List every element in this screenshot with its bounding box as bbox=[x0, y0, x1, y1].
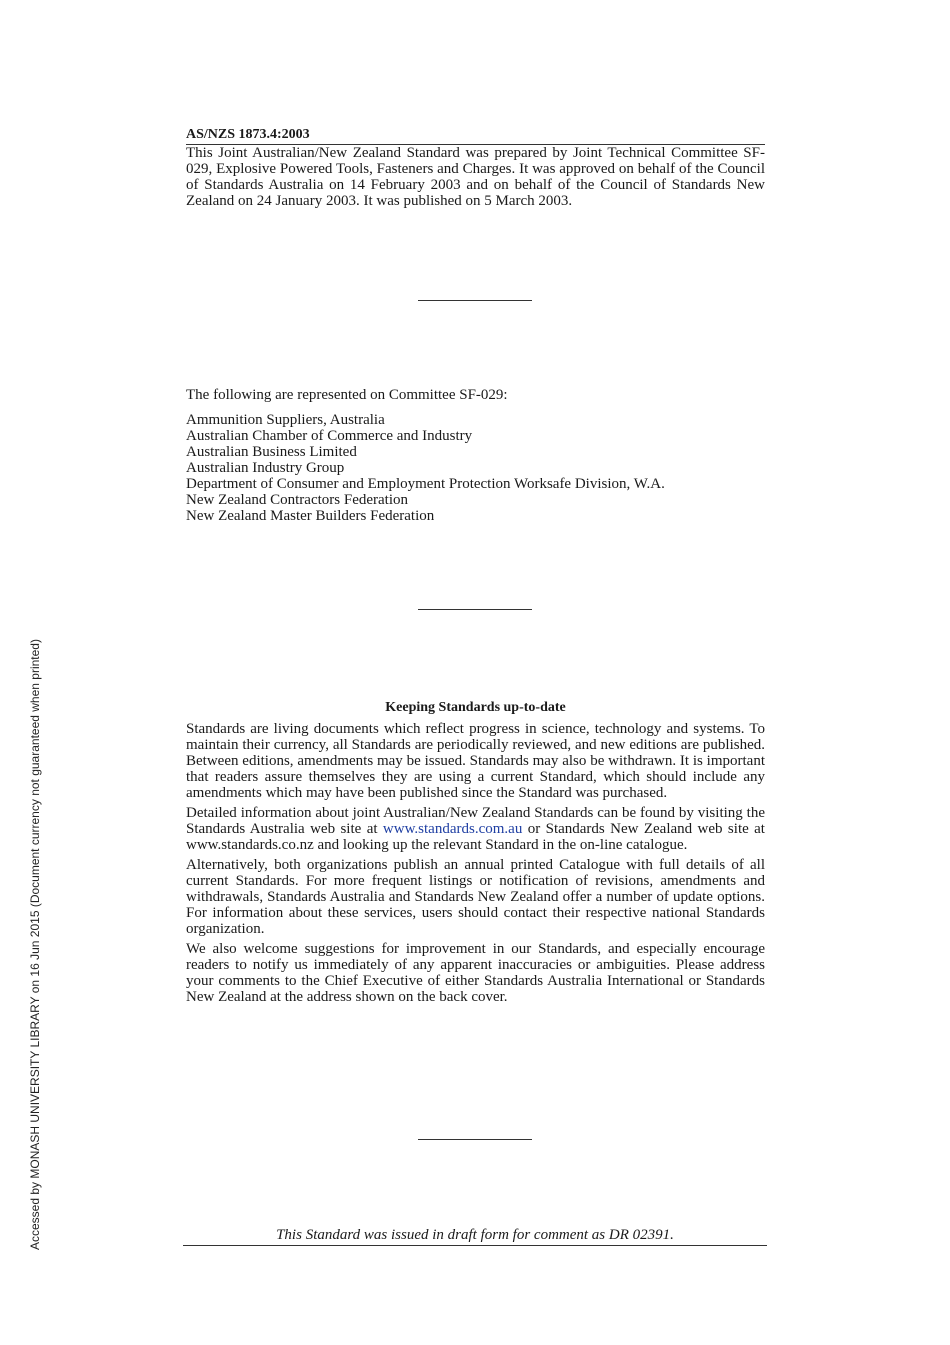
paragraph: We also welcome suggestions for improvement in our Standards, and especially encourage readers to notify us immediately of any apparent inaccuracies or ambiguities. Please address your comments to the Chief Executive of either Standards Australia International or Standards New Zealand at the address shown on the back cover. bbox=[186, 941, 765, 1005]
committee-heading: The following are represented on Committee SF-029: bbox=[186, 387, 508, 403]
paragraph: Alternatively, both organizations publish an annual printed Catalogue with full details of all current Standards. For more frequent listings or notification of revisions, amendments and withdrawals, Standards Australia and Standards New Zealand offer a number of update options. For information about these services, users should contact their respective national Standards organization. bbox=[186, 857, 765, 937]
paragraph bbox=[186, 805, 765, 853]
draft-notice: This Standard was issued in draft form for comment as DR 02391. bbox=[183, 1227, 767, 1246]
committee-member: Ammunition Suppliers, Australia bbox=[186, 412, 385, 428]
preparation-text: This Joint Australian/New Zealand Standard was prepared by Joint Technical Committee SF-029, Explosive Powered Tools, Fasteners and Charges. It was approved on behalf of the Council of Standards Australia on 14 February 2003 and on behalf of the Council of Standards New Zealand on 24 January 2003. It was published on 5 March 2003. bbox=[186, 145, 765, 209]
committee-member: New Zealand Master Builders Federation bbox=[186, 508, 435, 524]
keeping-standards-heading: Keeping Standards up-to-date bbox=[385, 700, 566, 715]
keeping-standards-body bbox=[186, 721, 765, 1009]
standards-website-link[interactable]: www.standards.com.au bbox=[382, 821, 523, 837]
section-divider bbox=[418, 1139, 532, 1140]
paragraph-text: or Standards New Zealand web site at www.standards.co.nz and looking up the relevant Standard in the on-line catalogue. bbox=[186, 821, 765, 853]
committee-member-list bbox=[186, 412, 765, 524]
committee-member: Department of Consumer and Employment Protection Worksafe Division, W.A. bbox=[186, 476, 665, 492]
section-divider bbox=[418, 300, 532, 301]
section-divider bbox=[418, 609, 532, 610]
document-id: AS/NZS 1873.4:2003 bbox=[186, 126, 765, 145]
committee-member: Australian Industry Group bbox=[186, 460, 345, 476]
access-watermark: Accessed by MONASH UNIVERSITY LIBRARY on 16 Jun 2015 (Document currency not guaranteed when printed) bbox=[28, 639, 42, 1250]
committee-member: New Zealand Contractors Federation bbox=[186, 492, 409, 508]
paragraph: Standards are living documents which reflect progress in science, technology and systems. To maintain their currency, all Standards are periodically reviewed, and new editions are published. Between editions, amendments may be issued. Standards may also be withdrawn. It is important that readers assure themselves they are using a current Standard, which should include any amendments which may have been published since the Standard was purchased. bbox=[186, 721, 765, 801]
committee-member: Australian Business Limited bbox=[186, 444, 357, 460]
paragraph-text: Detailed information about joint Australian/New Zealand Standards can be found by visiting the Standards Australia web site at bbox=[186, 805, 765, 837]
preparation-statement bbox=[186, 145, 765, 209]
committee-member: Australian Chamber of Commerce and Industry bbox=[186, 428, 473, 444]
